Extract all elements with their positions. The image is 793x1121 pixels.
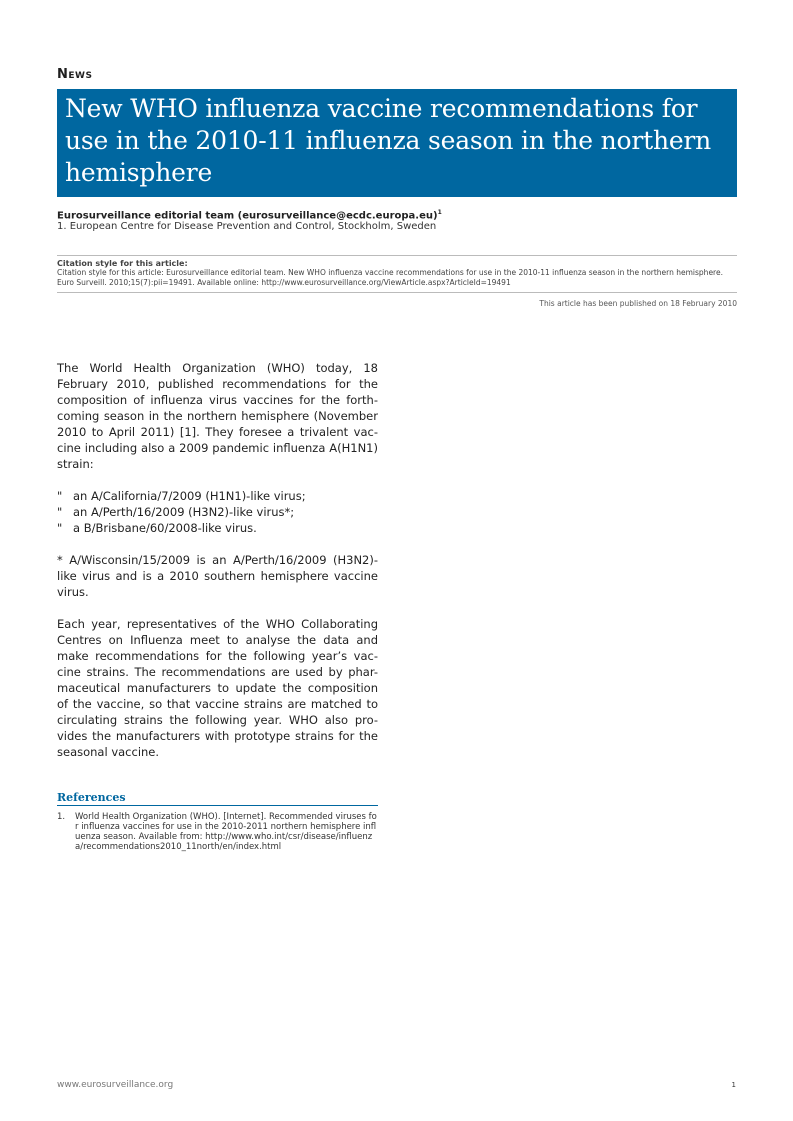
bullet-mark: " — [57, 489, 63, 503]
bullet-mark: " — [57, 521, 63, 535]
citation-heading: Citation style for this article: — [57, 259, 188, 268]
reference-number: 1. — [57, 812, 66, 822]
title-banner — [57, 89, 737, 197]
strain-list — [57, 488, 378, 536]
references-heading: References — [57, 791, 378, 806]
author-line — [57, 209, 442, 221]
divider-bottom — [57, 292, 737, 293]
reference-text[interactable]: World Health Organization (WHO). [Internet]. Recommended viruses for influenza vaccines for use in the 2010-2011 northern hemisphere influenza season. Available from: http://www.who.int/csr/disease/influenza/recommendations2010_11north/en/index.html — [75, 812, 377, 852]
reference-item — [57, 812, 378, 852]
footer-url[interactable]: www.eurosurveillance.org — [57, 1080, 174, 1090]
divider-top — [57, 255, 737, 256]
body-paragraph-2: Each year, representatives of the WHO Collaborating Centres on Influenza meet to analyse the data and make recommendations for the following year’s vac-cine strains. The recommendations are used by phar-maceutical manufacturers to update the composition of the vaccine, so that vaccine strains are matched to circulating strains the following year. WHO also pro-vides the manufacturers with prototype strains for the seasonal vaccine. — [57, 617, 378, 759]
body-paragraph-1: The World Health Organization (WHO) today, 18 February 2010, published recommendations for the composition of influenza virus vaccines for the forth-coming season in the northern hemisphere (November 2010 to April 2011) [1]. They foresee a trivalent vac-cine including also a 2009 pandemic influenza A(H1N1) strain: — [57, 361, 378, 471]
author-affiliation-mark: 1 — [437, 209, 442, 216]
author-names: Eurosurveillance editorial team (eurosurveillance@ecdc.europa.eu) — [57, 210, 438, 222]
article-title: New WHO influenza vaccine recommendations for use in the 2010-11 influenza season in the northern hemisphere — [65, 94, 712, 187]
page-number: 1 — [731, 1081, 736, 1089]
citation-text: Citation style for this article: Eurosurveillance editorial team. New WHO influenza vaccine recommendations for use in the 2010-11 influenza season in the northern hemisphere. Euro Surveill. 2010;15(7):pii=19491. Available online: http://www.eurosurveillance.org/ViewArticle.aspx?ArticleId=19491 — [57, 268, 723, 287]
published-date: This article has been published on 18 February 2010 — [539, 299, 737, 308]
section-label: News — [57, 67, 93, 82]
list-item: " a B/Brisbane/60/2008-like virus. — [57, 521, 257, 535]
bullet-mark: " — [57, 505, 63, 519]
list-item: " an A/Perth/16/2009 (H3N2)-like virus*; — [57, 505, 295, 519]
footnote-paragraph: * A/Wisconsin/15/2009 is an A/Perth/16/2009 (H3N2)-like virus and is a 2010 southern hemisphere vaccine virus. — [57, 553, 378, 599]
references-list — [57, 812, 378, 852]
list-item: " an A/California/7/2009 (H1N1)-like virus; — [57, 489, 306, 503]
body-column — [57, 360, 378, 776]
affiliation: 1. European Centre for Disease Prevention and Control, Stockholm, Sweden — [57, 221, 437, 232]
